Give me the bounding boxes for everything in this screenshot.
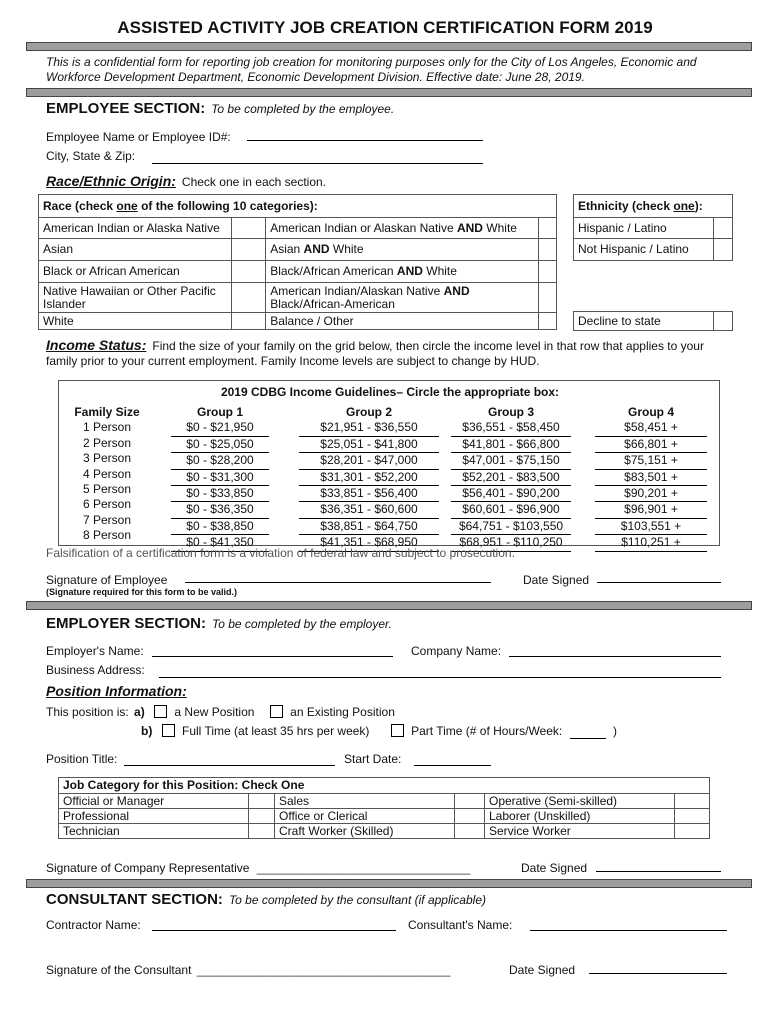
- consultant-date-label: Date Signed: [509, 963, 576, 977]
- family-size-cell: 5 Person: [82, 482, 132, 497]
- income-cell[interactable]: $47,001 - $75,150: [451, 453, 571, 469]
- income-cell[interactable]: $0 - $41,350: [171, 535, 269, 551]
- employer-name-field[interactable]: [152, 656, 393, 657]
- city-state-zip-label: City, State & Zip:: [46, 149, 136, 163]
- income-cell[interactable]: $36,551 - $58,450: [451, 420, 571, 436]
- form-title: ASSISTED ACTIVITY JOB CREATION CERTIFICATION FORM 2019: [117, 18, 653, 37]
- column-header: Group 1: [196, 405, 243, 419]
- income-cell[interactable]: $38,851 - $64,750: [299, 519, 439, 535]
- income-cell[interactable]: $52,201 - $83,500: [451, 470, 571, 486]
- race-checkbox[interactable]: [538, 313, 556, 330]
- consultant-date-field[interactable]: [589, 973, 727, 974]
- hours-per-week-field[interactable]: [570, 724, 606, 739]
- company-signature-row: [46, 861, 470, 875]
- ethnicity-table-header: Ethnicity (check one):: [574, 195, 733, 218]
- race-option: Balance / Other: [266, 313, 539, 330]
- income-cell[interactable]: $0 - $25,050: [171, 437, 269, 453]
- position-type-label: This position is:: [46, 705, 129, 719]
- income-cell[interactable]: $0 - $33,850: [171, 486, 269, 502]
- race-checkbox[interactable]: [231, 283, 265, 313]
- race-option: Asian: [39, 239, 232, 261]
- income-cell[interactable]: $28,201 - $47,000: [299, 453, 439, 469]
- job-category-option: Service Worker: [485, 824, 675, 839]
- job-category-checkbox[interactable]: [455, 794, 485, 809]
- existing-position-label: an Existing Position: [290, 705, 395, 719]
- income-cell[interactable]: $110,251 +: [595, 535, 707, 551]
- consultant-name-label: Consultant's Name:: [408, 918, 513, 932]
- income-cell[interactable]: $41,351 - $68,950: [299, 535, 439, 551]
- divider-bar: [26, 601, 752, 610]
- income-status-block: [46, 338, 736, 369]
- business-address-field[interactable]: [159, 677, 721, 678]
- signature-required-note: (Signature required for this form to be valid.): [46, 587, 238, 597]
- group2-column: [299, 405, 439, 552]
- income-cell[interactable]: $64,751 - $103,550: [451, 519, 571, 535]
- section-title: EMPLOYEE SECTION:: [46, 100, 206, 117]
- employer-name-label: Employer's Name:: [46, 644, 144, 658]
- start-date-field[interactable]: [414, 765, 491, 766]
- income-cell[interactable]: $66,801 +: [595, 437, 707, 453]
- income-cell[interactable]: $0 - $21,950: [171, 420, 269, 436]
- income-cell[interactable]: $41,801 - $66,800: [451, 437, 571, 453]
- position-title-field[interactable]: [124, 765, 335, 766]
- job-category-checkbox[interactable]: [249, 824, 275, 839]
- job-category-table: [58, 777, 710, 839]
- income-cell[interactable]: $58,451 +: [595, 420, 707, 436]
- section-title: EMPLOYER SECTION:: [46, 615, 207, 632]
- family-size-cell: 7 Person: [82, 512, 132, 527]
- position-heading: Position Information:: [46, 683, 187, 699]
- consultant-signature-field[interactable]: ______________________________________: [196, 963, 451, 977]
- income-cell[interactable]: $0 - $38,850: [171, 519, 269, 535]
- family-size-column: [65, 405, 149, 544]
- company-date-label: Date Signed: [521, 861, 588, 875]
- race-checkbox[interactable]: [538, 261, 556, 283]
- column-header: Group 4: [627, 405, 674, 419]
- employee-date-field[interactable]: [597, 582, 721, 583]
- race-checkbox[interactable]: [231, 218, 265, 239]
- company-name-label: Company Name:: [411, 644, 502, 658]
- race-heading-title: Race/Ethnic Origin:: [46, 173, 176, 189]
- group1-column: [171, 405, 269, 552]
- income-table-title: 2019 CDBG Income Guidelines– Circle the appropriate box:: [220, 385, 560, 399]
- ethnicity-option: Not Hispanic / Latino: [574, 239, 714, 261]
- income-cell[interactable]: $33,851 - $56,400: [299, 486, 439, 502]
- job-category-option: Craft Worker (Skilled): [275, 824, 455, 839]
- position-hours-row: [141, 724, 617, 739]
- family-size-cell: 8 Person: [82, 528, 132, 543]
- income-cell[interactable]: $0 - $31,300: [171, 470, 269, 486]
- full-time-checkbox[interactable]: [162, 724, 175, 737]
- family-size-cell: 4 Person: [82, 466, 132, 481]
- job-category-option: Technician: [59, 824, 249, 839]
- income-cell[interactable]: $0 - $36,350: [171, 502, 269, 518]
- start-date-label: Start Date:: [344, 752, 402, 766]
- job-category-option: Operative (Semi-skilled): [485, 794, 675, 809]
- ethnicity-option: Hispanic / Latino: [574, 218, 714, 239]
- position-type-row: [46, 705, 395, 719]
- job-category-option: Office or Clerical: [275, 809, 455, 824]
- race-option: Native Hawaiian or Other Pacific Islander: [39, 283, 232, 313]
- race-option: Asian AND White: [266, 239, 539, 261]
- company-name-field[interactable]: [509, 656, 721, 657]
- business-address-label: Business Address:: [46, 663, 145, 677]
- intro-text: This is a confidential form for reporting job creation for monitoring purposes only for the City of Los Angeles, Economic and Workforce Development Department, Economic Development Division. Effective date: June 28, 2019.: [46, 55, 697, 84]
- job-category-checkbox[interactable]: [675, 809, 710, 824]
- race-heading: [46, 173, 326, 189]
- race-checkbox[interactable]: [538, 239, 556, 261]
- section-subtitle: To be completed by the employer.: [212, 617, 392, 631]
- company-signature-label: Signature of Company Representative: [46, 861, 250, 875]
- full-time-label: Full Time (at least 35 hrs per week): [182, 724, 370, 738]
- existing-position-checkbox[interactable]: [270, 705, 283, 718]
- job-category-option: Official or Manager: [59, 794, 249, 809]
- income-cell[interactable]: $25,051 - $41,800: [299, 437, 439, 453]
- employee-signature-field[interactable]: [185, 582, 491, 583]
- falsification-warning: Falsification of a certification form is a violation of federal law and subject to prosecution.: [46, 546, 515, 560]
- position-title-label: Position Title:: [46, 752, 118, 766]
- group3-column: [451, 405, 571, 552]
- ethnicity-checkbox[interactable]: [713, 239, 732, 261]
- income-table: [58, 380, 720, 550]
- column-header: Group 2: [345, 405, 392, 419]
- group4-column: [595, 405, 707, 552]
- income-cell[interactable]: $60,601 - $96,900: [451, 502, 571, 518]
- ethnicity-table: [573, 194, 733, 261]
- column-header: Family Size: [74, 405, 140, 419]
- contractor-name-label: Contractor Name:: [46, 918, 141, 932]
- new-position-label: a New Position: [174, 705, 255, 719]
- consultant-signature-row: [46, 963, 450, 977]
- job-category-checkbox[interactable]: [675, 794, 710, 809]
- race-table: [38, 194, 557, 330]
- option-a-label: a): [134, 705, 145, 719]
- job-category-checkbox[interactable]: [249, 809, 275, 824]
- income-cell[interactable]: $0 - $28,200: [171, 453, 269, 469]
- job-category-option: Laborer (Unskilled): [485, 809, 675, 824]
- income-cell[interactable]: $68,951 - $110,250: [451, 535, 571, 551]
- employee-date-label: Date Signed: [523, 573, 590, 587]
- family-size-cell: 1 Person: [82, 420, 132, 435]
- section-title: CONSULTANT SECTION:: [46, 891, 223, 908]
- employer-section-header: [46, 615, 392, 632]
- race-option: American Indian or Alaskan Native AND White: [266, 218, 539, 239]
- race-table-header: Race (check one of the following 10 categories):: [39, 195, 557, 218]
- income-cell[interactable]: $75,151 +: [595, 453, 707, 469]
- income-cell[interactable]: $90,201 +: [595, 486, 707, 502]
- race-option: Black/African American AND White: [266, 261, 539, 283]
- divider-bar: [26, 42, 752, 51]
- decline-checkbox[interactable]: [713, 312, 732, 331]
- option-b-label: b): [141, 724, 153, 738]
- race-option: White: [39, 313, 232, 330]
- column-header: Group 3: [487, 405, 534, 419]
- job-category-checkbox[interactable]: [675, 824, 710, 839]
- city-state-zip-field[interactable]: [152, 163, 483, 164]
- employee-name-label: Employee Name or Employee ID#:: [46, 130, 231, 144]
- employee-name-field[interactable]: [247, 140, 483, 141]
- income-cell[interactable]: $21,951 - $36,550: [299, 420, 439, 436]
- income-cell[interactable]: $36,351 - $60,600: [299, 502, 439, 518]
- job-category-option: Sales: [275, 794, 455, 809]
- employee-signature-label: Signature of Employee: [46, 573, 168, 587]
- job-category-checkbox[interactable]: [455, 824, 485, 839]
- race-option: American Indian or Alaska Native: [39, 218, 232, 239]
- race-checkbox[interactable]: [231, 313, 265, 330]
- decline-table: [573, 311, 733, 331]
- ethnicity-checkbox[interactable]: [713, 218, 732, 239]
- race-heading-note: Check one in each section.: [181, 175, 327, 189]
- race-checkbox[interactable]: [538, 283, 556, 313]
- income-cell[interactable]: $31,301 - $52,200: [299, 470, 439, 486]
- family-size-cell: 2 Person: [82, 435, 132, 450]
- part-time-close: ): [612, 724, 617, 738]
- part-time-label: Part Time (# of Hours/Week:: [411, 724, 563, 738]
- section-subtitle: To be completed by the consultant (if applicable): [228, 893, 486, 907]
- income-heading: Income Status:: [46, 337, 147, 353]
- family-size-cell: 3 Person: [82, 451, 132, 466]
- company-date-field[interactable]: [596, 871, 721, 872]
- job-category-checkbox[interactable]: [455, 809, 485, 824]
- race-option: Black or African American: [39, 261, 232, 283]
- income-cell[interactable]: $56,401 - $90,200: [451, 486, 571, 502]
- race-checkbox[interactable]: [231, 261, 265, 283]
- divider-bar: [26, 88, 752, 97]
- job-category-checkbox[interactable]: [249, 794, 275, 809]
- new-position-checkbox[interactable]: [154, 705, 167, 718]
- job-category-option: Professional: [59, 809, 249, 824]
- consultant-signature-label: Signature of the Consultant: [46, 963, 192, 977]
- section-subtitle: To be completed by the employee.: [211, 102, 395, 116]
- consultant-section-header: [46, 891, 486, 908]
- race-option: American Indian/Alaskan Native AND Black/African-American: [266, 283, 539, 313]
- part-time-checkbox[interactable]: [391, 724, 404, 737]
- income-cell[interactable]: $103,551 +: [595, 519, 707, 535]
- divider-bar: [26, 879, 752, 888]
- race-checkbox[interactable]: [538, 218, 556, 239]
- race-checkbox[interactable]: [231, 239, 265, 261]
- decline-option: Decline to state: [574, 312, 714, 331]
- contractor-name-field[interactable]: [152, 930, 396, 931]
- income-instructions: Find the size of your family on the grid below, then circle the income level in that row that applies to your family prior to your current employment. Family Income levels are subject to change by HUD.: [46, 339, 704, 368]
- income-cell[interactable]: $83,501 +: [595, 470, 707, 486]
- income-cell[interactable]: $96,901 +: [595, 502, 707, 518]
- company-signature-field[interactable]: ________________________________: [256, 861, 471, 875]
- consultant-name-field[interactable]: [530, 930, 727, 931]
- family-size-cell: 6 Person: [82, 497, 132, 512]
- job-category-header: Job Category for this Position: Check One: [59, 778, 710, 794]
- employee-section-header: [46, 100, 394, 117]
